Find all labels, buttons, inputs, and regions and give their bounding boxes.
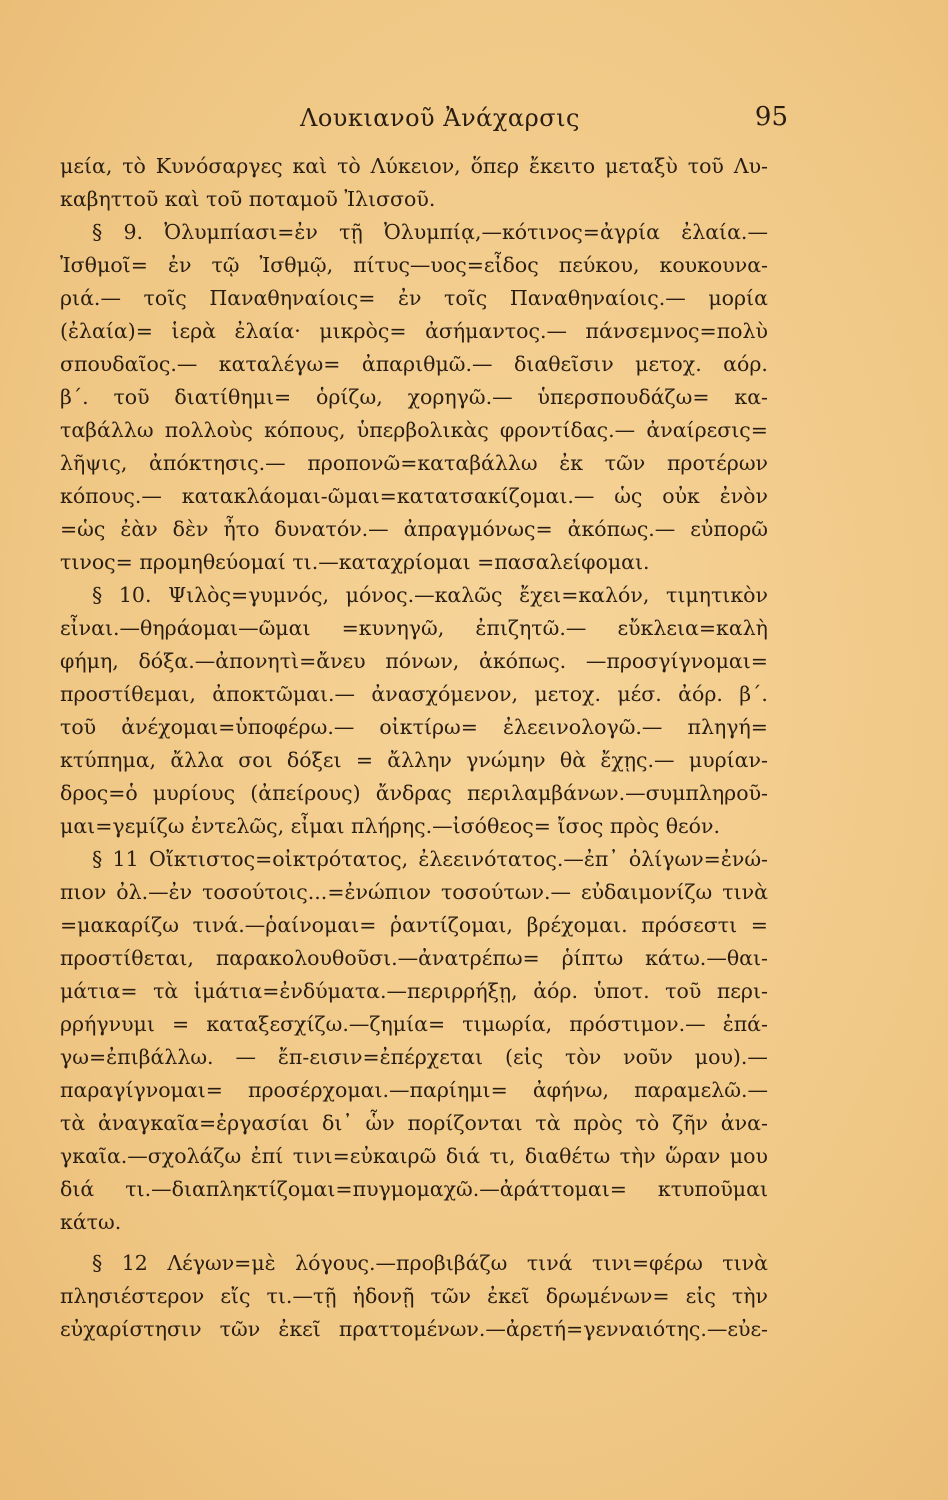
text-line [60, 150, 768, 183]
word: χορηγῶ.— [407, 385, 513, 409]
word: — [235, 1045, 256, 1069]
word: τινος= [60, 550, 140, 574]
text-line [60, 777, 768, 810]
word: τῷ [211, 253, 240, 277]
word: τοῦ [206, 187, 249, 211]
word: ὑπερβολικὰς [356, 418, 489, 442]
word: τοῦ [113, 385, 150, 409]
text-line [60, 876, 768, 909]
word: τινὰ [722, 880, 768, 904]
word: σπουδαῖος.— [60, 352, 198, 376]
text-line [60, 1313, 768, 1346]
word: μεία, [60, 154, 113, 178]
text-line [60, 612, 768, 645]
word: τῶν [430, 1284, 472, 1308]
word: πολλοὺς [164, 418, 253, 442]
word: δὲν [172, 517, 209, 541]
word: μέσ. [617, 682, 662, 706]
word: τοῖς [444, 286, 488, 310]
word: ἔκειτο [528, 154, 596, 178]
word: προσέρχομαι.—παρίημι= [248, 1078, 508, 1102]
word: =κυνηγῶ, [341, 616, 445, 640]
word: 9. [123, 220, 144, 244]
word: ἐὰν [120, 517, 158, 541]
word: ἐν [167, 253, 192, 277]
text-line [60, 381, 768, 414]
text-line [60, 1247, 768, 1280]
word: τι.—καταχρίομαι [292, 550, 478, 574]
text-line [60, 414, 768, 447]
word: προπονῶ=καταβάλλω [307, 451, 538, 475]
word: ἐκεῖ [487, 1284, 530, 1308]
word: Παναθηναίοις.— [509, 286, 686, 310]
word: Ἰσθμῷ, [259, 253, 334, 277]
text-line [60, 1280, 768, 1313]
word: ἔπ-εισιν=ἐπέρχεται [277, 1045, 484, 1069]
word: κάτω.—θαι- [645, 946, 768, 970]
text-line [60, 249, 768, 282]
word: φροντίδας.— [499, 418, 636, 442]
text-line [60, 1008, 768, 1041]
word: Οἴκτιστος=οἰκτρότατος, [148, 847, 409, 871]
word: ἐπά- [722, 1012, 768, 1036]
word: ἀνα- [720, 1111, 768, 1135]
word: πρόστιμον.— [569, 1012, 706, 1036]
word: ἴσος [557, 814, 610, 838]
word: αόρ. [723, 352, 768, 376]
word: τοῦ [687, 154, 724, 178]
word: μυρίους [152, 781, 236, 805]
word: μου).— [694, 1045, 768, 1069]
word: γκαῖα.—σχολάζω [60, 1144, 242, 1168]
word: τιμωρία, [462, 1012, 553, 1036]
text-line [60, 1107, 768, 1140]
word: διαθέτω [524, 1144, 611, 1168]
text-line [60, 909, 768, 942]
word: ὑπερσπουδάζω= [537, 385, 710, 409]
word: ἡδονῇ [352, 1284, 415, 1308]
word: ἀπόκτησις.— [149, 451, 286, 475]
word: Λύκειον, [370, 154, 461, 178]
word: προτέρων [666, 451, 768, 475]
word: ὧν [365, 1111, 395, 1135]
word: γω=ἐπιβάλλω. [60, 1045, 214, 1069]
text-line [60, 579, 768, 612]
word: διαθεῖσιν [513, 352, 614, 376]
word: ἱμάτια=ἐνδύματα.—περιρρήξῃ, [193, 979, 518, 1003]
word: =πασαλείφομαι. [477, 550, 650, 574]
word: περι- [716, 979, 768, 1003]
word: (ἀπείρους) [250, 781, 361, 805]
word: πορίζονται [407, 1111, 523, 1135]
word: ὑποτ. [593, 979, 650, 1003]
word: φήμη, [60, 649, 119, 673]
word: ἀκόπως.— [567, 517, 676, 541]
word: τὰ [60, 1111, 86, 1135]
word: = [355, 748, 374, 772]
word: τὸν [565, 1045, 602, 1069]
word: κατακλάομαι-ῶμαι=κατατσακίζομαι.— [181, 484, 595, 508]
page-number: 95 [754, 102, 788, 132]
word: τῶν [219, 1317, 261, 1341]
word: διατίθημι= [174, 385, 292, 409]
word: βρέχομαι. [526, 913, 628, 937]
word: β΄. [739, 682, 768, 706]
word: ταβάλλω [60, 418, 154, 442]
word: δι᾽ [322, 1111, 353, 1135]
word: σοι [238, 748, 273, 772]
text-line [60, 546, 768, 579]
word: πιον [60, 880, 107, 904]
text-line [60, 942, 768, 975]
word: προστίθεται, [60, 946, 194, 970]
word: § [92, 583, 103, 607]
word: Ὀλυμπίᾳ,—κότινος=ἀγρία [384, 220, 660, 244]
word: εἶμαι [290, 814, 352, 838]
word: = [172, 1012, 190, 1036]
word: τοῦ [60, 715, 97, 739]
word: μου [729, 1144, 768, 1168]
word: ἐνὸν [719, 484, 768, 508]
word: Ἰσθμοῖ= [60, 253, 148, 277]
word: τὰ [535, 1111, 561, 1135]
word: θὰ [559, 748, 587, 772]
word: δόξει [286, 748, 342, 772]
text-line [60, 1074, 768, 1107]
text-line [60, 1041, 768, 1074]
word: εὐδαιμονίζω [580, 880, 713, 904]
word: Λυ- [733, 154, 768, 178]
word: ἀόρ. [533, 979, 578, 1003]
text-line [60, 678, 768, 711]
word: τι, [489, 1144, 516, 1168]
word: Ἰλισσοῦ. [344, 187, 436, 211]
word: ἀσήμαντος.— [425, 319, 567, 343]
word: (ἐλαία)= [60, 319, 153, 343]
word: β΄. [60, 385, 89, 409]
word: τῇ [339, 220, 363, 244]
word: διά [445, 1144, 481, 1168]
word: περιλαμβάνων.—συμπληροῦ- [466, 781, 768, 805]
word: § [92, 1251, 103, 1275]
word: οἰκτίρω= [379, 715, 478, 739]
word: λῆψις, [60, 451, 128, 475]
word: Λέγων=μὲ [167, 1251, 276, 1275]
word: ῥαντίζομαι, [390, 913, 513, 937]
word: πρὸς [609, 814, 666, 838]
word: ἀκόπως. [479, 649, 567, 673]
word: ἐκ [559, 451, 584, 475]
word: μικρὸς= [319, 319, 407, 343]
word: ἀναίρεσις= [646, 418, 768, 442]
word: τινι=φέρω [591, 1251, 703, 1275]
word: πραττομένων.—ἀρετή=γενναιότης.—εὐε- [338, 1317, 768, 1341]
word: μορία [708, 286, 768, 310]
word: πρὸς [573, 1111, 623, 1135]
word: τὴν [619, 1144, 656, 1168]
word: ἐλεεινολογῶ.— [503, 715, 663, 739]
word: ἀφήνω, [532, 1078, 610, 1102]
word: =μακαρίζω [60, 913, 179, 937]
text-line [60, 711, 768, 744]
word: ἔχῃς.— [600, 748, 675, 772]
word: = [750, 913, 768, 937]
word: ἐν [397, 286, 422, 310]
word: δυνατόν.— [274, 517, 389, 541]
word: παραγίγνομαι= [60, 1078, 223, 1102]
word: ὀλίγων=ἐνώ- [628, 847, 768, 871]
word: δρωμένων= [545, 1284, 670, 1308]
word: πεύκου, [558, 253, 640, 277]
word: ἄλλην [387, 748, 452, 772]
word: (εἰς [504, 1045, 544, 1069]
word: πόνων, [385, 649, 460, 673]
word: τῶν [604, 451, 646, 475]
word: ζῆν [672, 1111, 708, 1135]
word: ἐκεῖ [278, 1317, 321, 1341]
word: τὰ [153, 979, 179, 1003]
word: ἀπαριθμῶ.— [361, 352, 493, 376]
text-line [60, 843, 768, 876]
word: εἴς [220, 1284, 251, 1308]
word: ἐπιζητῶ.— [475, 616, 587, 640]
word: Ὀλυμπίασι=ἐν [164, 220, 318, 244]
word: κουκουνα- [659, 253, 768, 277]
word: ἐλαία· [234, 319, 301, 343]
word: οὐκ [662, 484, 700, 508]
text-line [60, 183, 768, 216]
word: καταλέγω= [218, 352, 341, 376]
word: λόγους.—προβιβάζω [295, 1251, 508, 1275]
commentary-text [60, 150, 768, 1346]
word: τινι=εὐκαιρῶ [292, 1144, 437, 1168]
word: πάνσεμνος=πολὺ [585, 319, 768, 343]
word: προμηθεύομαί [139, 550, 293, 574]
word: πλήρης.—ἰσόθεος= [351, 814, 558, 838]
word: τοῦ [665, 979, 702, 1003]
text-line [60, 1173, 768, 1206]
text-line [60, 1206, 768, 1239]
word: εἰς [685, 1284, 716, 1308]
word: τινά [526, 1251, 573, 1275]
word: ὀλ.—ἐν [116, 880, 193, 904]
word: § [92, 220, 103, 244]
word: καβηττοῦ [60, 187, 165, 211]
word: καὶ [292, 154, 328, 178]
text-line [60, 447, 768, 480]
text-line [60, 216, 768, 249]
word: μάτια= [60, 979, 138, 1003]
word: ἐλαία.— [681, 220, 768, 244]
word: καὶ [164, 187, 207, 211]
word: Παναθηναίοις= [209, 286, 376, 310]
word: δόξα.—ἀπονητὶ=ἄνευ [138, 649, 366, 673]
word: εὐχαρίστησιν [60, 1317, 202, 1341]
word: θεόν. [665, 814, 720, 838]
word: καταξεσχίζω.—ζημία= [206, 1012, 446, 1036]
word: ριά.— [60, 286, 121, 310]
text-line [60, 645, 768, 678]
word: εὐπορῶ [690, 517, 768, 541]
word: ἄλλα [170, 748, 225, 772]
word: τινά.—ῥαίνομαι= [192, 913, 377, 937]
word: τὸ [337, 154, 361, 178]
word: πίτυς—υος=εἶδος [353, 253, 539, 277]
word: —προσγίγνομαι= [585, 649, 768, 673]
word: γνώμην [466, 748, 546, 772]
word: ἀνέχομαι=ὑποφέρω.— [121, 715, 355, 739]
word: =ὡς [60, 517, 106, 541]
text-line [60, 1140, 768, 1173]
word: τι.—διαπληκτίζομαι=πυγμομαχῶ.—ἀράττομαι= [125, 1177, 627, 1201]
word: τὸ [635, 1111, 660, 1135]
word: τι.—τῇ [266, 1284, 337, 1308]
word: πληγή= [687, 715, 768, 739]
word: ἀπραγμόνως= [403, 517, 553, 541]
word: τὸ [122, 154, 146, 178]
word: ποταμοῦ [248, 187, 345, 211]
word: ῥίπτω [561, 946, 624, 970]
page-header [0, 100, 948, 140]
word: μυρίαν- [688, 748, 768, 772]
text-line [60, 348, 768, 381]
word: ἀνασχόμενον, [371, 682, 519, 706]
word: ἐπί [250, 1144, 284, 1168]
text-line [60, 513, 768, 546]
running-title: Λουκιανοῦ Ἀνάχαρσις [300, 104, 580, 132]
word: μετοχ. [635, 352, 702, 376]
word: ὅπερ [470, 154, 520, 178]
word: ὡς [614, 484, 643, 508]
word: ἐντελῶς, [190, 814, 291, 838]
word: τοῖς [143, 286, 187, 310]
text-line [60, 810, 768, 843]
word: μετοχ. [534, 682, 601, 706]
word: διά [60, 1177, 95, 1201]
word: Κυνόσαργες [155, 154, 283, 178]
text-line [60, 744, 768, 777]
word: μαι=γεμίζω [60, 814, 191, 838]
word: ἄνδρας [375, 781, 452, 805]
word: κάτω. [60, 1210, 122, 1234]
word: μόνος.—καλῶς [345, 583, 503, 607]
word: § [92, 847, 103, 871]
word: παραμελῶ.— [634, 1078, 768, 1102]
word: ἦτο [223, 517, 260, 541]
word: κόπους.— [60, 484, 162, 508]
text-line [60, 282, 768, 315]
word: τινὰ [722, 1251, 768, 1275]
word: μεταξὺ [604, 154, 678, 178]
word: εἶναι.—θηράομαι—ῶμαι [60, 616, 311, 640]
word: κτυποῦμαι [657, 1177, 768, 1201]
word: ὁρίζω, [315, 385, 383, 409]
word: 12 [121, 1251, 148, 1275]
word: τοσούτοις...=ἐνώπιον [202, 880, 431, 904]
word: ἀποκτῶμαι.— [212, 682, 356, 706]
word: 10. [118, 583, 152, 607]
word: προστίθεμαι, [60, 682, 196, 706]
word: ἱερὰ [171, 319, 216, 343]
word: παρακολουθοῦσι.—ἀνατρέπω= [215, 946, 540, 970]
word: τὴν [731, 1284, 768, 1308]
word: ἔχει=καλόν, [519, 583, 650, 607]
word: πλησιέστερον [60, 1284, 205, 1308]
word: ρρήγνυμι [60, 1012, 155, 1036]
word: ἀόρ. [678, 682, 723, 706]
word: 11 [112, 847, 139, 871]
word: κα- [734, 385, 768, 409]
word: τιμητικὸν [665, 583, 768, 607]
word: τοσούτων.— [440, 880, 571, 904]
text-line [60, 480, 768, 513]
text-line [60, 315, 768, 348]
word: Ψιλὸς=γυμνός, [168, 583, 329, 607]
word: νοῦν [623, 1045, 673, 1069]
word: κτύπημα, [60, 748, 157, 772]
word: ἐλεεινότατος.—ἐπ᾽ [418, 847, 619, 871]
word: πρόσεστι [641, 913, 738, 937]
text-line [60, 975, 768, 1008]
word: δρος=ὁ [60, 781, 138, 805]
word: ὥραν [665, 1144, 721, 1168]
word: εὔκλεια=καλὴ [617, 616, 768, 640]
word: ἀναγκαῖα=ἐργασίαι [98, 1111, 310, 1135]
word: κόπους, [264, 418, 346, 442]
